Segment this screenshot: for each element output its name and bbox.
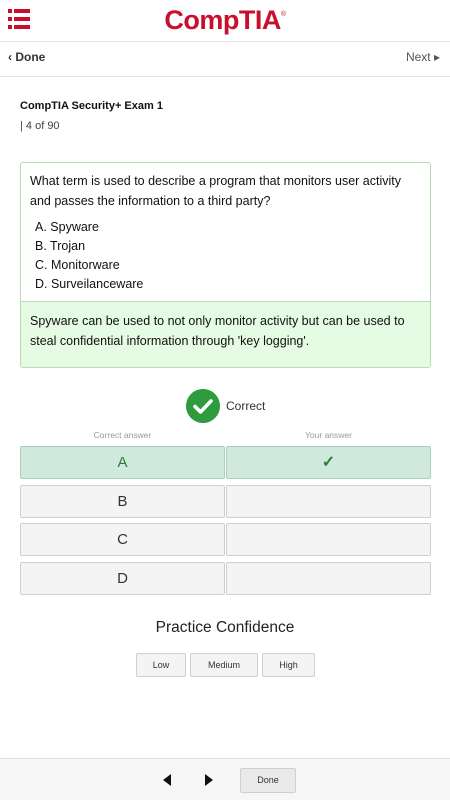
your-answer-header: Your answer [305,430,352,440]
triangle-right-icon: ▸ [433,50,440,64]
bottom-toolbar [0,758,450,800]
question-text: What term is used to describe a program that monitors user activity and passes the information to a third party? [30,174,401,208]
answer-row [20,523,431,556]
option-d: D. Surveilanceware [35,277,144,291]
answer-letter-c[interactable]: C [20,523,225,556]
answer-letter-a[interactable]: A [20,446,225,479]
your-answer-cell [226,562,431,595]
answer-row [20,562,431,595]
answer-row [20,446,431,479]
your-answer-cell [226,446,431,479]
nav-next-label: Next [405,50,431,64]
question-card [20,162,431,368]
answer-letter-d[interactable]: D [20,562,225,595]
practice-confidence-title: Practice Confidence [155,619,295,636]
result-status: Correct [226,399,266,413]
chevron-left-icon: ‹ [8,50,12,64]
question-progress: | 4 of 90 [20,120,60,132]
your-answer-cell [226,523,431,556]
answer-row [20,485,431,518]
confidence-low-button[interactable]: Low [136,653,186,677]
option-c: C. Monitorware [35,258,120,272]
top-bar [0,0,450,42]
nav-done-button[interactable] [8,50,45,64]
checkmark-icon: ✓ [321,454,336,471]
logo-text: CompTIA [164,5,281,35]
option-b: B. Trojan [35,239,86,253]
next-arrow-icon[interactable] [203,773,215,787]
your-answer-cell [226,485,431,518]
confidence-high-button[interactable]: High [262,653,315,677]
nav-next-button[interactable] [406,50,440,64]
nav-done-label: Done [15,50,46,64]
correct-answer-header: Correct answer [93,430,152,440]
logo-registered-mark: ® [280,11,286,18]
explanation-panel: Spyware can be used to not only monitor activity but can be used to steal confidential information through 'key logging'. [21,301,430,368]
option-a: A. Spyware [35,220,99,234]
answer-options-list [35,218,143,294]
answer-letter-b[interactable]: B [20,485,225,518]
comptia-logo [0,5,450,36]
checkmark-circle-icon [186,389,220,423]
previous-arrow-icon[interactable] [161,773,173,787]
confidence-medium-button[interactable]: Medium [190,653,258,677]
footer-done-button[interactable]: Done [240,768,296,793]
question-nav-bar [0,42,450,77]
exam-title: CompTIA Security+ Exam 1 [20,100,163,112]
